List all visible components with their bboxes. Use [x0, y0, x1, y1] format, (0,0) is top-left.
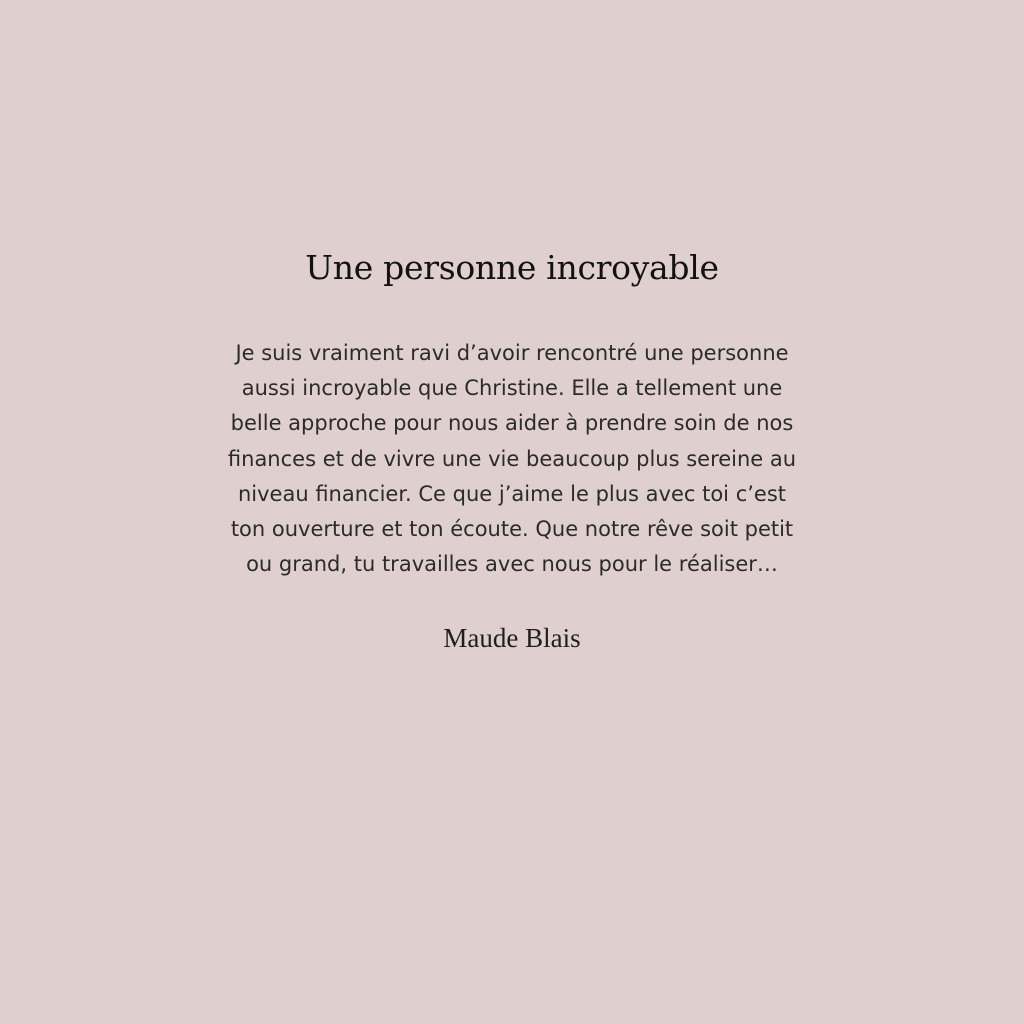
testimonial-body-line: aussi incroyable que Christine. Elle a tellement une: [241, 376, 783, 401]
testimonial-body-line: belle approche pour nous aider à prendre soin de nos: [230, 411, 794, 436]
testimonial-body: [192, 336, 832, 582]
testimonial-body-line: Je suis vraiment ravi d’avoir rencontré une personne: [235, 341, 789, 365]
testimonial-body-line: niveau financier. Ce que j’aime le plus avec toi c’est: [237, 481, 787, 506]
testimonial-title: Une personne incroyable: [305, 248, 719, 287]
testimonial-body-line: finances et de vivre une vie beaucoup plus sereine au: [227, 446, 797, 471]
testimonial-body-line: ton ouverture et ton écoute. Que notre rêve soit petit: [230, 517, 794, 542]
testimonial-author: Maude Blais: [443, 623, 581, 653]
testimonial-body-line: ou grand, tu travailles avec nous pour le réaliser…: [246, 552, 778, 577]
